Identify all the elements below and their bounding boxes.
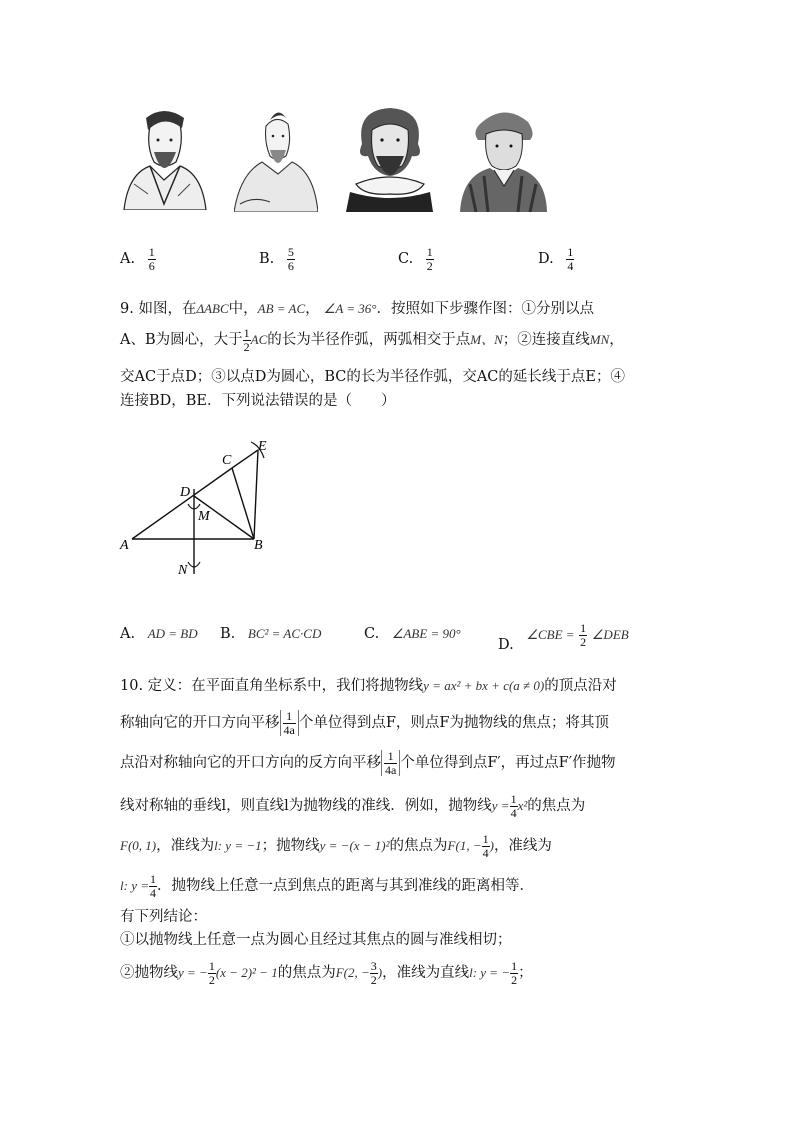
math-expr: l: y = −1	[214, 838, 262, 854]
option-math: ∠CBE =	[526, 627, 575, 643]
option-label: A.	[120, 626, 136, 642]
fraction-denominator: 4	[510, 805, 517, 820]
option-label: C.	[398, 251, 414, 268]
math-mn: MN	[589, 332, 610, 348]
math-expr: l: y =	[120, 878, 149, 894]
label-b: B	[254, 538, 263, 553]
q10-line-8: ①以抛物线上任意一点为圆心且经过其焦点的圆与准线相切；	[120, 932, 512, 948]
q10-line-7: 有下列结论：	[120, 909, 207, 925]
q10-text: 的焦点为	[389, 838, 448, 855]
q9-option-d[interactable]	[498, 621, 629, 654]
fraction-denominator: 2	[243, 339, 250, 354]
fraction-numerator: 1	[511, 959, 518, 973]
q10-line-4	[120, 793, 585, 819]
abs-value	[280, 710, 299, 736]
fraction-numerator: 5	[287, 245, 294, 259]
fraction-numerator: 1	[283, 710, 296, 724]
q9-option-a[interactable]	[120, 626, 198, 642]
fraction-denominator: 4	[482, 845, 489, 860]
portrait-1-icon	[120, 104, 208, 214]
fraction-denominator: 2	[426, 258, 433, 273]
option-label: D.	[538, 251, 554, 268]
q9-text: A、B为圆心，大于	[120, 332, 243, 349]
label-a: A	[120, 538, 129, 553]
math-expr: x²	[517, 798, 528, 814]
math-expr: l: y = −	[469, 965, 511, 981]
option-math: ∠DEB	[591, 627, 629, 643]
math-expr: )	[489, 838, 494, 854]
q8-option-d[interactable]	[538, 246, 574, 272]
math-expr: )	[377, 965, 383, 981]
math-triangle: ΔABC	[196, 301, 229, 316]
label-c: C	[222, 453, 232, 468]
option-math: AD = BD	[147, 626, 198, 641]
q9-text: ，	[609, 332, 624, 349]
math-expr: (x − 2)² − 1	[215, 965, 278, 981]
math-eq: AB = AC	[257, 301, 306, 316]
fraction-denominator: 2	[208, 972, 215, 987]
q10-text: 点沿对称轴向它的开口方向的反方向平移	[120, 755, 381, 772]
label-m: M	[198, 509, 210, 524]
fraction-numerator: 1	[510, 792, 517, 806]
fraction-denominator: 6	[287, 258, 294, 273]
q10-line-6	[120, 873, 534, 899]
portrait-4-icon	[460, 104, 547, 216]
q10-text: 个单位得到点F，则点F为抛物线的焦点；将其顶	[298, 715, 609, 732]
q10-line-3	[120, 750, 616, 776]
portrait-3-icon	[346, 104, 433, 216]
label-e: E	[258, 439, 267, 454]
q10-line-9	[120, 960, 533, 986]
fraction-denominator: 4	[149, 885, 156, 900]
q9-text: ，	[305, 301, 320, 317]
fraction-denominator: 2	[370, 972, 377, 987]
q8-option-a[interactable]	[120, 246, 156, 272]
q10-text: ．抛物线上任意一点到焦点的距离与其到准线的距离相等．	[156, 878, 534, 895]
fraction-denominator: 4a	[385, 762, 397, 777]
abs-value	[381, 750, 400, 776]
q10-text: 的焦点为	[277, 965, 336, 982]
math-mn: M、N	[470, 332, 503, 348]
q9-line-1	[120, 297, 594, 318]
q10-text: ；	[518, 965, 533, 982]
q10-text: ②抛物线	[120, 965, 178, 982]
q10-text: ；抛物线	[261, 838, 320, 855]
q10-text: ，准线为	[493, 838, 552, 855]
q10-text: 的顶点沿对	[544, 678, 617, 694]
q10-text: 的焦点为	[527, 798, 586, 815]
q8-option-b[interactable]	[259, 246, 295, 272]
q8-option-c[interactable]	[398, 246, 434, 272]
option-math: ∠ABE = 90°	[391, 626, 461, 641]
math-angle: ∠A = 36°	[323, 301, 377, 316]
q10-text: 10. 定义：在平面直角坐标系中，我们将抛物线	[120, 678, 424, 694]
math-ac: AC	[250, 332, 268, 348]
q9-text: 中，	[228, 301, 258, 317]
q9-option-b[interactable]	[220, 626, 321, 642]
q10-line-1	[120, 674, 617, 695]
fraction-numerator: 1	[208, 959, 215, 973]
fraction-denominator: 2	[511, 972, 518, 987]
math-expr: F(0, 1)	[120, 838, 157, 854]
fraction-numerator: 1	[149, 872, 156, 886]
option-math: BC² = AC·CD	[247, 626, 322, 641]
q10-line-2	[120, 710, 609, 736]
fraction-denominator: 4a	[283, 722, 295, 737]
fraction-denominator: 2	[580, 634, 587, 649]
option-label: B.	[259, 251, 275, 268]
q9-line-4: 连接BD，BE．下列说法错误的是（ ）	[120, 393, 396, 409]
q10-text: 称轴向它的开口方向平移	[120, 715, 280, 732]
option-label: C.	[364, 626, 380, 642]
fraction-numerator: 1	[384, 750, 397, 764]
fraction-denominator: 4	[567, 258, 574, 273]
q9-text: 9. 如图，在	[120, 301, 197, 317]
label-n: N	[178, 563, 188, 578]
q10-text: 线对称轴的垂线l，则直线l为抛物线的准线．例如，抛物线	[120, 798, 492, 815]
math-expr: y = −	[178, 965, 208, 981]
q9-text: ；②连接直线	[502, 332, 590, 349]
q10-text: ，准线为直线	[382, 965, 470, 982]
fraction-numerator: 1	[482, 832, 489, 846]
q9-text: 的长为半径作弧，两弧相交于点	[267, 332, 471, 349]
geometry-figure	[118, 434, 278, 588]
q10-line-5	[120, 833, 552, 859]
label-d: D	[180, 485, 191, 500]
fraction-numerator: 1	[426, 245, 433, 259]
fraction-numerator: 3	[370, 959, 377, 973]
option-label: D.	[498, 637, 514, 654]
math-expr: F(2, −	[335, 965, 370, 981]
fraction-numerator: 1	[567, 245, 574, 259]
q10-text: 个单位得到点F′，再过点F′作抛物	[400, 755, 616, 772]
q9-line-2	[120, 327, 624, 353]
option-label: A.	[120, 251, 136, 268]
option-label: B.	[220, 626, 236, 642]
q9-text: ．按照如下步骤作图：①分别以点	[376, 301, 595, 317]
q9-line-3: 交AC于点D；③以点D为圆心，BC的长为半径作弧，交AC的延长线于点E；④	[120, 369, 625, 385]
math-expr: y =	[491, 798, 510, 814]
q10-text: ，准线为	[156, 838, 215, 855]
fraction-numerator: 1	[243, 326, 250, 340]
portrait-2-icon	[234, 104, 318, 216]
math-expr: F(1, −	[447, 838, 482, 854]
fraction-denominator: 6	[148, 258, 155, 273]
fraction-numerator: 1	[580, 621, 587, 635]
math-parabola: y = ax² + bx + c(a ≠ 0)	[423, 678, 545, 693]
q9-option-c[interactable]	[364, 626, 461, 642]
math-expr: y = −(x − 1)²	[319, 838, 390, 854]
fraction-numerator: 1	[148, 245, 155, 259]
